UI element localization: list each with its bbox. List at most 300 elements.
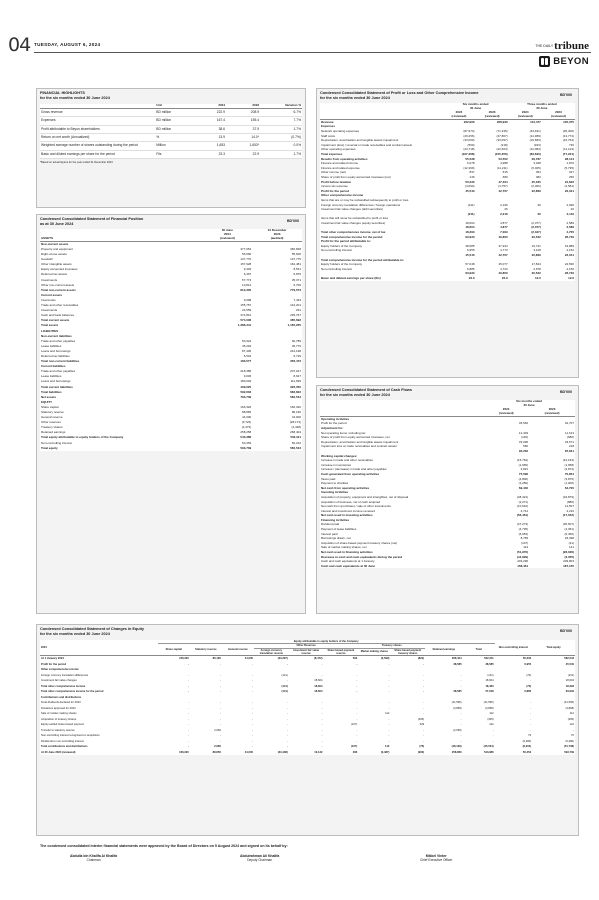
row-value: 2,666 [214, 745, 221, 749]
row-value: - [492, 728, 494, 732]
row-label: Total equity attributable to equity holders of the Company [41, 435, 124, 440]
row-value: 8,541 [293, 267, 301, 272]
row-value: - [286, 712, 288, 716]
row-value: - [286, 662, 288, 666]
page-date: TUESDAY, AUGUST 6, 2024 [34, 42, 101, 47]
row-label: Finance and related income [321, 161, 359, 166]
row-label: Basic and diluted earnings per share (fils) [321, 276, 381, 280]
row-value: (43,491) [529, 129, 541, 133]
row-value: 90,202 [518, 448, 529, 453]
row-value: 2,589 [566, 225, 574, 230]
row-value: 13.9 [192, 133, 226, 141]
row-value: (28,026) [562, 550, 574, 555]
row-value: 155.4 [226, 117, 260, 125]
row-value: 12.0 [534, 276, 541, 280]
row-value: 146 [469, 174, 475, 179]
row-value: (8,472) [314, 657, 323, 661]
row-value: (167,368) [461, 151, 475, 156]
row-value: 1.7% [260, 150, 302, 158]
row-value: 44,000 [244, 657, 253, 661]
row-value: (33,060) [463, 138, 475, 143]
profit-loss-currency: BD'000 [559, 93, 572, 97]
row-label: Payment of lease liabilities [321, 527, 357, 532]
row-value: 1,653* [226, 142, 260, 150]
changes-in-equity-title: Condensed Consolidated Statement of Changes in Equity for the six months ended 30 June 2024 [40, 627, 145, 636]
row-value: - [252, 673, 253, 677]
row-value: - [460, 684, 462, 688]
row-value: 142,201 [290, 303, 301, 308]
row-label: Items that are or may be reclassified subsequently to profit or loss [321, 197, 409, 202]
row-value: (12,084) [529, 147, 541, 152]
row-value: (77,231) [562, 151, 574, 156]
row-value: - [286, 679, 288, 683]
row-value: - [321, 728, 323, 732]
row-value: - [219, 717, 221, 721]
changes-in-equity-table [40, 640, 575, 755]
row-value: (4,806) [518, 476, 529, 481]
row-value: 18,604 [485, 679, 494, 683]
row-value: 44,000 [244, 750, 253, 754]
row-label: Total comprehensive income for the period attributable to: [321, 257, 405, 262]
row-value: 2,190 [500, 202, 508, 207]
row-value: (107) [351, 745, 358, 749]
row-value: (12,163) [562, 458, 574, 463]
row-value: (76) [419, 745, 425, 749]
row-value: - [252, 745, 253, 749]
row-value: (3,487) [380, 750, 390, 754]
highlights-row [40, 125, 302, 133]
row-value: 162,481 [290, 262, 301, 267]
row-value: - [388, 723, 390, 727]
row-value: 70,854 [564, 471, 574, 476]
assets-heading: ASSETS [41, 236, 54, 240]
row-value: 560 [523, 444, 529, 449]
row-value: 50,230 [465, 179, 475, 184]
signer-chairman: Abdulla bin Khalifa Al Khalifa Chairman [70, 854, 118, 862]
header-rule [34, 52, 591, 53]
row-value: 6,955 [524, 662, 532, 666]
highlights-row [40, 109, 302, 117]
row-value: (6,466) [564, 531, 574, 536]
row-value: 55,538 [465, 156, 475, 161]
row-value: 374,812 [240, 313, 252, 318]
row-value: 45,540 [518, 421, 529, 426]
financial-position-table [40, 229, 302, 451]
row-label: Investment fair value changes [41, 679, 77, 683]
row-value: (218) [500, 142, 508, 147]
row-label: Total other comprehensive income [41, 684, 86, 688]
row-value: (155,356) [494, 151, 508, 156]
row-value: 42,707 [498, 253, 508, 258]
row-value: 1,386,341 [237, 323, 252, 328]
row-value: Fils [155, 150, 192, 158]
row-value: - [460, 739, 462, 743]
row-value: 268,404 [451, 657, 462, 661]
brand-logo [539, 55, 589, 67]
row-label: Investing Activities [321, 490, 349, 495]
row-value: - [219, 701, 221, 705]
row-value: (2,377) [531, 220, 541, 225]
row-value: (0.7%) [260, 133, 302, 141]
row-value: 49,800 [498, 234, 508, 239]
row-value: - [388, 728, 390, 732]
row-value: 4,877 [500, 225, 508, 230]
row-value: - [423, 734, 425, 738]
row-value: 20,522 [531, 271, 541, 276]
row-value: 20,522 [531, 234, 541, 239]
row-label: Increase / (decrease) in trade and other payables [321, 467, 387, 472]
row-value: (2,271) [518, 499, 529, 504]
row-value: - [460, 712, 462, 716]
row-value: - [252, 712, 253, 716]
col-general-reserve: General reserve [228, 648, 248, 652]
row-value: - [252, 701, 253, 705]
publication-logo: THE DAILYtribune [535, 40, 589, 52]
col-fair-value-reserve: Investment fair value reserve [293, 648, 320, 656]
row-value: 7.7% [260, 117, 302, 125]
row-label: Taxes paid [321, 476, 336, 481]
row-label: At 30 June 2024 (reviewed) [41, 750, 76, 754]
cash-flows [316, 385, 579, 614]
row-label: Operating Activities [321, 416, 350, 421]
row-value: - [219, 690, 221, 694]
row-value: (48,129) [451, 745, 462, 749]
row-value: (680) [566, 435, 574, 440]
row-label: Network operating expenses [321, 129, 360, 133]
row-value: - [252, 734, 253, 738]
row-value: - [219, 684, 221, 688]
row-value: (141) [281, 690, 288, 694]
row-label: Investments [41, 308, 58, 313]
approval-footer [40, 844, 570, 862]
row-value: 1.7% [260, 125, 302, 133]
row-label: Foreign currency translation differences / foreign operations [321, 202, 401, 207]
row-value: 18,604 [465, 220, 475, 225]
row-value: - [219, 706, 221, 710]
row-label: Total current assets [41, 318, 70, 323]
row-value: 45,540 [465, 188, 475, 193]
row-value: - [286, 734, 288, 738]
row-value: - [187, 684, 189, 688]
row-label: Net cash from (purchase) / sale of other investments [321, 504, 391, 509]
row-label: Interest and investment income received [321, 508, 375, 513]
row-value: 37.9 [226, 125, 260, 133]
row-label: Expenses [321, 124, 336, 129]
row-value: - [219, 723, 221, 727]
row-value: (35,607) [562, 522, 574, 527]
row-value: - [219, 679, 221, 683]
row-value: - [388, 706, 390, 710]
col-share-capital: Share capital [165, 648, 182, 652]
row-label: Other comprehensive income [321, 193, 364, 198]
row-label: Profit for the period [321, 421, 347, 426]
row-value: - [252, 679, 253, 683]
row-value: 22,869 [531, 253, 541, 258]
row-value: - [219, 662, 221, 666]
row-value: (6,280) [522, 739, 532, 743]
row-label: Donations approved for 2023 [41, 706, 76, 710]
row-value: - [187, 690, 189, 694]
row-label: Inventories [41, 297, 56, 302]
row-value: 42,707 [564, 421, 574, 426]
row-value: 18,463 [485, 684, 494, 688]
row-label: Final dividends declared for 2023 [41, 701, 81, 705]
row-value: (1,000) [564, 481, 574, 486]
row-value: (29,256) [463, 133, 475, 138]
row-value: 483 [535, 174, 541, 179]
row-value: (41,595) [451, 701, 462, 705]
row-label: Other reserves [41, 420, 61, 425]
row-value: 6,885 [467, 266, 475, 271]
row-label: Other comprehensive income [41, 668, 79, 672]
row-value: (6,280) [565, 739, 574, 743]
highlights-row [40, 150, 302, 158]
row-value: 582,543 [290, 445, 301, 450]
row-value: 33,095 [518, 439, 529, 444]
row-value: - [423, 739, 425, 743]
row-value: 23.3 [468, 276, 475, 280]
row-label: Total contributions and distributions [41, 745, 88, 749]
row-value: - [423, 673, 425, 677]
row-value: - [187, 745, 189, 749]
row-value: 63,933 [465, 234, 475, 239]
row-value: - [219, 712, 221, 716]
row-label: Property and equipment [41, 247, 74, 251]
row-value: 6,885 [524, 690, 532, 694]
highlights-col: Unit [156, 104, 163, 108]
row-value: - [388, 679, 390, 683]
row-label: Depreciation, amortisation and tangible assets impairment [321, 138, 399, 143]
row-label: Basic and diluted earnings per share for the period [40, 150, 155, 158]
row-label: Finance and related expense [321, 165, 360, 170]
row-value: (44,929) [516, 554, 529, 559]
row-value: (56,461) [516, 513, 529, 518]
row-value: BD million [155, 109, 192, 117]
row-value: 158,461 [517, 563, 529, 568]
row-value: (560) [467, 142, 475, 147]
row-value: (16,764) [562, 138, 574, 143]
row-label: Loans and borrowings [41, 379, 71, 384]
highlights-row [40, 142, 302, 150]
row-label: Non-current liabilities [41, 333, 72, 338]
row-value: 183,577 [240, 359, 252, 364]
row-value: (3,355) [564, 554, 574, 559]
row-value: % [155, 133, 192, 141]
row-label: Profit for the period [41, 662, 67, 666]
row-value: 49,800 [498, 271, 508, 276]
row-value: 208,930 [496, 119, 508, 124]
table-row [320, 564, 575, 569]
row-value: - [492, 739, 494, 743]
row-value: Million [155, 142, 192, 150]
row-value: 180,603 [240, 379, 252, 384]
row-label: Trade and other receivables [41, 303, 79, 308]
row-label: Revenue [321, 119, 334, 124]
row-value: - [356, 739, 358, 743]
row-label: Non-current assets [41, 241, 69, 246]
row-value: 57,048 [485, 690, 494, 694]
row-value: 5,523 [243, 353, 252, 358]
row-value: 22.9 [501, 276, 508, 280]
row-label: Trade and other payables [41, 338, 76, 343]
row-value: - [356, 679, 358, 683]
row-value: 187,155 [563, 563, 574, 568]
row-label: Investments [41, 277, 58, 282]
col-statutory-reserve: Statutory reserve [195, 648, 217, 652]
row-value: 11,613 [565, 430, 574, 435]
row-value: 2,589 [566, 220, 574, 225]
row-value: (31) [568, 540, 574, 545]
row-label: Lease liabilities [41, 374, 62, 379]
row-value: - [530, 701, 532, 705]
row-value: (16,683) [529, 138, 541, 143]
financial-position [36, 214, 306, 614]
three-month-group: Three months ended 30 June [527, 103, 557, 111]
row-value: - [187, 673, 189, 677]
row-value: 7,093 [500, 230, 508, 235]
row-value: (3,868) [485, 706, 494, 710]
row-value: 64,700 [564, 485, 574, 490]
row-value: - [252, 662, 253, 666]
row-value: (33,097) [496, 138, 508, 143]
row-label: Acquisition of treasury shares [41, 717, 77, 721]
table-row [40, 750, 575, 756]
row-value: 26 [504, 207, 508, 212]
row-value: (6,204) [522, 745, 532, 749]
row-value: 3,048 [533, 161, 541, 166]
row-value: - [423, 728, 425, 732]
row-value: 779,573 [290, 287, 301, 292]
row-value: 19,889 [564, 243, 574, 248]
row-value: 111,696 [290, 379, 301, 384]
row-label: Total equity [41, 445, 58, 450]
row-value: (107) [351, 723, 358, 727]
row-value: - [530, 717, 532, 721]
row-value: 682,822 [290, 389, 301, 394]
row-value: 167.4 [192, 117, 226, 125]
row-value: (36,300) [562, 129, 574, 133]
row-label: Lease liabilities [41, 343, 62, 348]
row-label: Investment fair value changes (equity securities) [321, 220, 386, 225]
row-value: - [187, 734, 189, 738]
row-value: 2,821 [520, 467, 529, 472]
row-value: 55,606 [291, 252, 301, 257]
row-value: 256 [568, 174, 574, 179]
row-label: Cash and cash equivalents at 1 January [321, 559, 375, 564]
row-label: Net cash used in investing activities [321, 513, 373, 518]
profit-loss-col: 2023 (reviewed) [484, 111, 500, 118]
row-label: Retained earnings [41, 430, 66, 435]
row-value: 137,775 [290, 257, 301, 262]
row-value: 24,622 [564, 179, 574, 184]
row-value: (6,025) [531, 165, 541, 170]
row-value: 366,838 [290, 247, 301, 251]
row-value: - [321, 717, 323, 721]
row-value: (141) [487, 673, 494, 677]
row-value: 63,933 [465, 271, 475, 276]
row-value: - [530, 728, 532, 732]
signer-deputy: Abdulrahman Ali Khalifa Deputy Chairman [240, 854, 280, 862]
row-value: (22,604) [496, 147, 508, 152]
row-value: - [356, 690, 358, 694]
row-value: 837 [469, 170, 475, 175]
profit-loss-col: 2024 (reviewed) [517, 111, 533, 118]
row-value: 112 [385, 745, 390, 749]
row-label: Total non-current assets [41, 287, 76, 292]
row-value: (3,875) [564, 476, 574, 481]
profit-loss-table [320, 103, 575, 280]
row-label: Current liabilities [41, 364, 66, 369]
highlights-col: Variation % [284, 104, 301, 108]
row-value: (87,974) [463, 129, 475, 133]
row-value: (3,868) [565, 706, 574, 710]
highlights-table [40, 104, 302, 159]
row-value: 76 [571, 734, 574, 738]
row-value: 593,739 [240, 445, 252, 450]
row-value: 57,774 [242, 277, 252, 282]
row-label: Equity holders of the Company [321, 262, 363, 267]
row-value: (2,466) [531, 184, 541, 189]
row-value: - [356, 684, 358, 688]
row-value: 385,692 [290, 318, 301, 323]
row-label: At 1 January 2024 [41, 657, 64, 661]
row-label: Deferred tax liabilities [41, 353, 70, 358]
row-value: (70) [526, 673, 532, 677]
row-value: 18,604 [314, 690, 323, 694]
row-value: (4,473) [241, 425, 252, 430]
row-value: 218,386 [240, 369, 252, 374]
row-value: 409,025 [240, 384, 252, 389]
row-label: Share of profit from equity accounted investees (net) [321, 174, 391, 179]
row-value: 7,433 [293, 297, 301, 302]
row-value: - [492, 734, 494, 738]
row-value: 26 [570, 207, 574, 212]
row-value: - [356, 712, 358, 716]
row-value: 6,078 [467, 161, 475, 166]
row-value: 235,767 [290, 313, 301, 318]
row-value: 9,036 [243, 374, 252, 379]
row-value: 9,098 [243, 297, 252, 302]
row-value: 4,210 [566, 508, 574, 513]
row-value: (14,389) [529, 133, 541, 138]
row-value: 327 [568, 170, 574, 175]
row-value: 18,604 [565, 679, 574, 683]
row-label: Total other comprehensive income for the period [41, 690, 104, 694]
col-total-equity: Total equity [546, 646, 561, 650]
row-value: - [356, 728, 358, 732]
col-sbp-reserve: Share based payment reserve [327, 648, 355, 656]
row-value: - [286, 717, 288, 721]
row-value: 55,690 [242, 252, 252, 257]
highlights-row [40, 133, 302, 141]
row-value: 6,955 [467, 248, 475, 253]
row-value: 208.9 [226, 109, 260, 117]
row-value: 258,258 [240, 430, 252, 435]
row-label: Acquisition of business, net of cash acquired [321, 499, 381, 504]
col-fx-reserve: Foreign currency translation reserve [259, 648, 283, 656]
row-label: Profit for the period [321, 188, 349, 193]
row-value: 18,604 [465, 225, 475, 230]
row-label: Current assets [41, 292, 63, 297]
col-non-controlling: Non-controlling interest [498, 646, 529, 650]
row-value: (48,421) [516, 494, 529, 499]
row-value: 22,869 [531, 188, 541, 193]
row-value: 50,324 [242, 338, 252, 343]
row-value: (1,665) [518, 462, 529, 467]
row-value: - [573, 728, 574, 732]
profit-loss [316, 88, 579, 378]
row-label: Total current liabilities [41, 384, 73, 389]
